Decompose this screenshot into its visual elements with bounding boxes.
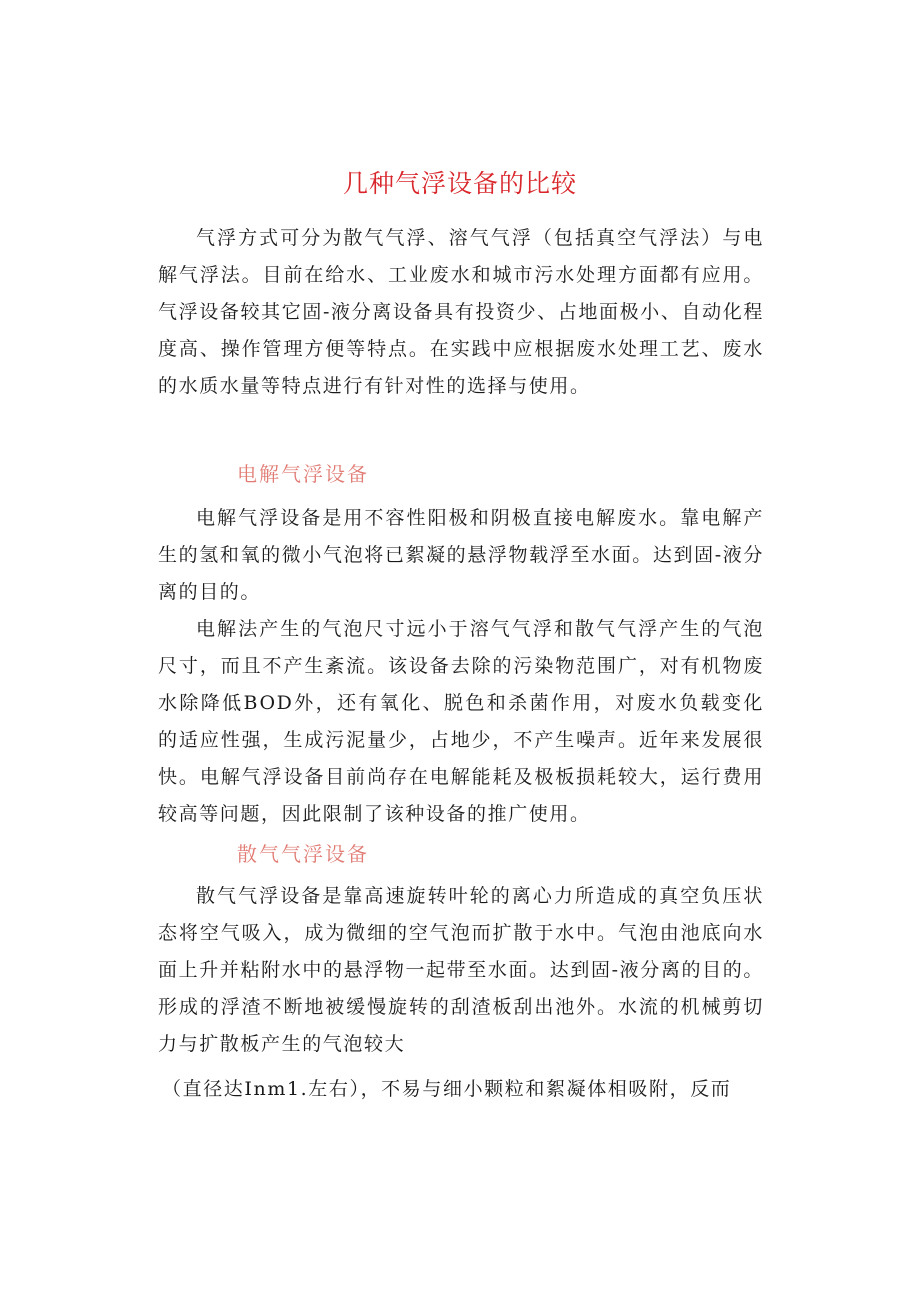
dispersed-air-paragraph-2: （直径达Inm1.左右），不易与细小颗粒和絮凝体相吸附，反而 — [162, 1078, 732, 1100]
intro-paragraph: 气浮方式可分为散气气浮、溶气气浮（包括真空气浮法）与电解气浮法。目前在给水、工业废水和城市污水处理方面都有应用。气浮设备较其它固-液分离设备具有投资少、占地面极小、自动化程度高、操作管理方便等特点。在实践中应根据废水处理工艺、废水的水质水量等特点进行有针对性的选择与使用。 — [158, 227, 764, 397]
section-heading-electrolytic: 电解气浮设备 — [237, 462, 369, 486]
electrolytic-paragraph-1: 电解气浮设备是用不容性阳极和阴极直接电解废水。靠电解产生的氢和氧的微小气泡将已絮凝的悬浮物载浮至水面。达到固-液分离的目的。 — [158, 507, 764, 603]
dispersed-air-paragraph-1: 散气气浮设备是靠高速旋转叶轮的离心力所造成的真空负压状态将空气吸入，成为微细的空气泡而扩散于水中。气泡由池底向水面上升并粘附水中的悬浮物一起带至水面。达到固-液分离的目的。形成的浮渣不断地被缓慢旋转的刮渣板刮出池外。水流的机械剪切力与扩散板产生的气泡较大 — [158, 885, 764, 1055]
section-heading-dispersed-air: 散气气浮设备 — [237, 842, 369, 866]
electrolytic-paragraph-2: 电解法产生的气泡尺寸远小于溶气气浮和散气气浮产生的气泡尺寸，而且不产生紊流。该设备去除的污染物范围广，对有机物废水除降低BOD外，还有氧化、脱色和杀菌作用，对废水负载变化的适应性强，生成污泥量少，占地少，不产生噪声。近年来发展很快。电解气浮设备目前尚存在电解能耗及极板损耗较大，运行费用较高等问题，因此限制了该种设备的推广使用。 — [158, 618, 764, 825]
document-title: 几种气浮设备的比较 — [342, 169, 577, 198]
